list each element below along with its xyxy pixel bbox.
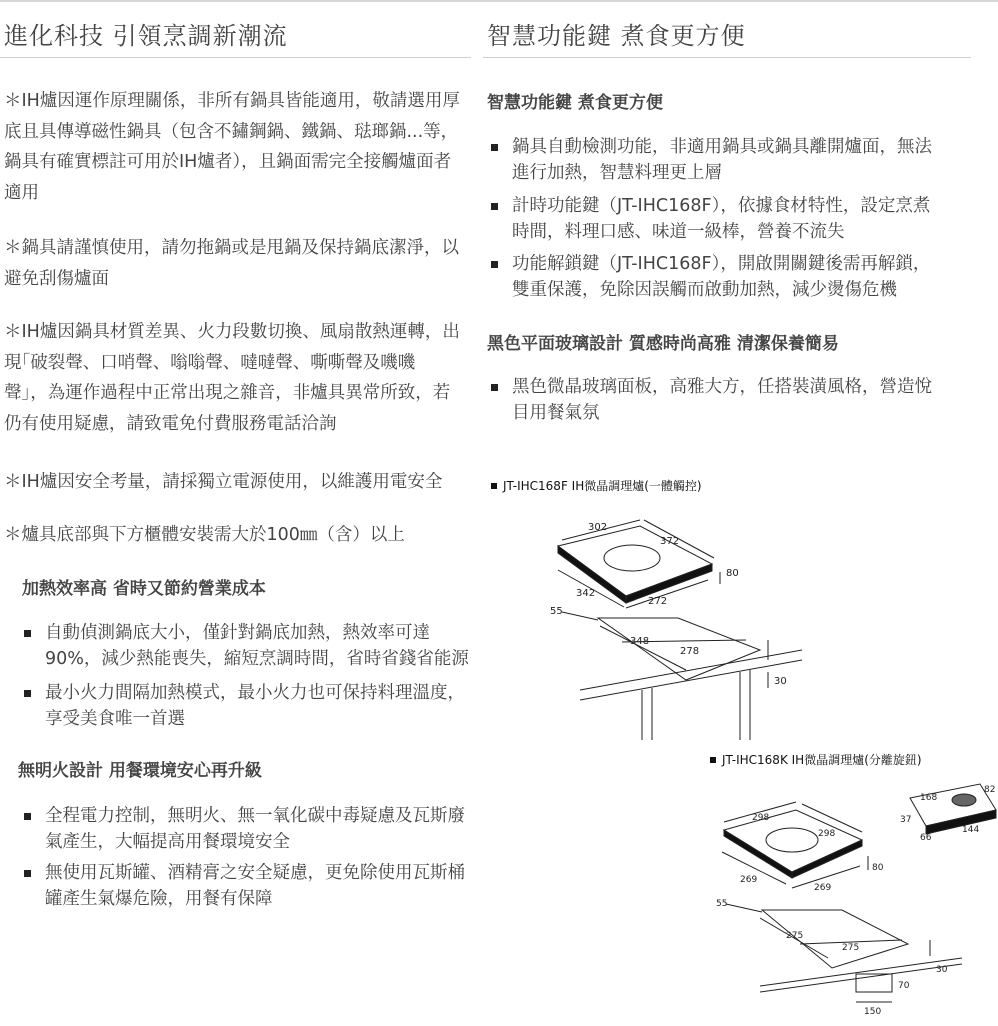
dim-label: 269 (740, 875, 758, 885)
dim-label: 269 (814, 883, 832, 893)
figure2-dimension-drawing (712, 770, 998, 1020)
control-knob (952, 794, 976, 806)
heading-smart-function-keys: 智慧功能鍵 煮食更方便 (487, 93, 663, 113)
dim-label: 302 (588, 522, 608, 533)
cooking-zone (766, 828, 818, 852)
dim-label: 55 (716, 899, 728, 909)
bullet-square-icon (24, 870, 31, 877)
heading-heating-efficiency: 加熱效率高 省時又節約營業成本 (22, 579, 266, 599)
bullet-square-icon (24, 690, 31, 697)
dim-label: 37 (900, 815, 912, 825)
caption-square-icon (710, 757, 716, 763)
dim-label: 82 (984, 785, 996, 795)
figure1-caption: JT-IHC168F IH微晶調理爐(一體觸控) (491, 477, 702, 494)
dim-label: 150 (864, 1007, 882, 1017)
cutout-outline (762, 910, 908, 968)
cooking-zone (604, 545, 660, 571)
bullet-square-icon (491, 261, 498, 268)
dim-label: 272 (648, 596, 668, 607)
right-column-title: 智慧功能鍵 煮食更方便 (487, 22, 746, 50)
note-operating-noise: ＊IH爐因鍋具材質差異、火力段數切換、風扇散熱運轉，出 現｢破裂聲、口哨聲、嗡嗡聲、噠噠聲、嘶嘶聲及嘰嘰 聲」，為運作過程中正常出現之雜音，非爐具異常所致，若 仍有使用疑慮，請致電免付費服務電話洽詢 (4, 322, 460, 434)
dim-label: 80 (726, 568, 739, 579)
bullet-square-icon (24, 630, 31, 637)
heading-glass-design: 黑色平面玻璃設計 質感時尚高雅 清潔保養簡易 (487, 334, 839, 354)
dim-label: 348 (630, 636, 650, 647)
note-pan-handling: ＊鍋具請謹慎使用，請勿拖鍋或是甩鍋及保持鍋底潔淨，以 避免刮傷爐面 (4, 238, 459, 289)
cutout-outline (598, 618, 760, 680)
left-column-title: 進化科技 引領烹調新潮流 (4, 22, 288, 50)
note-power-source: ＊IH爐因安全考量，請採獨立電源使用，以維護用電安全 (4, 472, 443, 492)
figure1-dimension-drawing (540, 500, 820, 745)
cooktop-top-surface (558, 526, 712, 596)
top-border (0, 0, 998, 2)
dim-label: 275 (842, 943, 860, 953)
heading-flameless-design: 無明火設計 用餐環境安心再升級 (18, 761, 262, 781)
dim-label: 298 (818, 829, 836, 839)
dim-label: 275 (786, 931, 804, 941)
dim-label: 372 (660, 536, 680, 547)
dim-label: 144 (962, 825, 980, 835)
note-installation-clearance: ＊爐具底部與下方櫃體安裝需大於100㎜（含）以上 (4, 525, 405, 545)
dim-label: 66 (920, 833, 932, 843)
caption-square-icon (491, 483, 497, 489)
note-pan-compatibility: ＊IH爐因運作原理關係，非所有鍋具皆能適用，敬請選用厚 底且具傳導磁性鍋具（包含不鏽鋼鍋、鐵鍋、琺瑯鍋...等， 鍋具有確實標註可用於IH爐者），且鍋面需完全接觸爐面者 適用 (4, 91, 460, 203)
cooktop-top-surface (724, 810, 862, 872)
bullet-square-icon (24, 813, 31, 820)
bullet-square-icon (491, 203, 498, 210)
dim-label: 298 (752, 813, 770, 823)
dim-label: 168 (920, 793, 938, 803)
dim-label: 30 (774, 676, 787, 687)
dim-label: 80 (872, 863, 884, 873)
right-title-divider (483, 57, 971, 58)
bullet-square-icon (491, 384, 498, 391)
bullet-square-icon (491, 144, 498, 151)
dim-label: 278 (680, 646, 700, 657)
dim-label: 342 (576, 588, 596, 599)
figure2-caption: JT-IHC168K IH微晶調理爐(分離旋鈕) (710, 751, 922, 768)
dim-label: 55 (550, 606, 563, 617)
dim-label: 30 (936, 965, 948, 975)
left-title-divider (0, 57, 471, 58)
dim-label: 70 (898, 981, 910, 991)
